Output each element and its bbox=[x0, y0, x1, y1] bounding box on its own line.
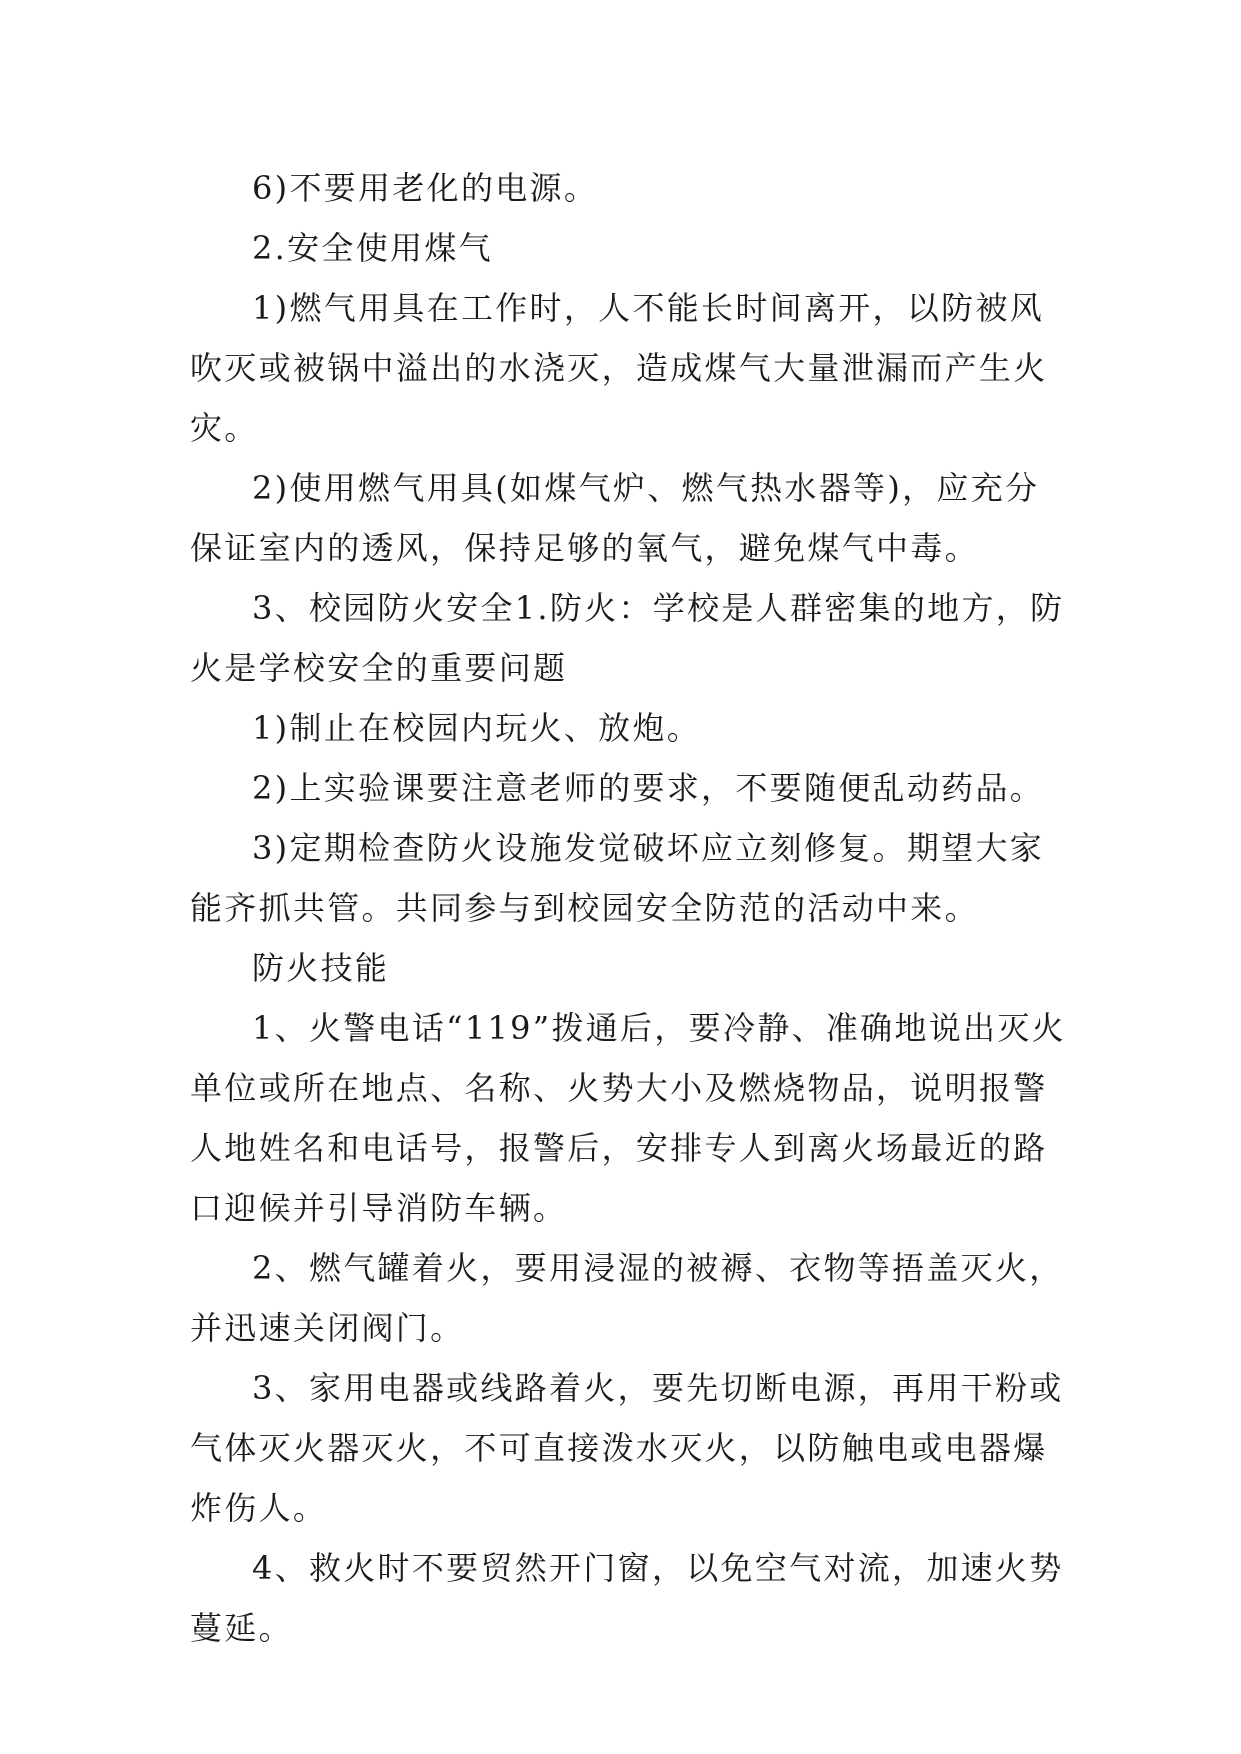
paragraph: 2)上实验课要注意老师的要求，不要随便乱动药品。 bbox=[252, 769, 1045, 807]
section-heading: 防火技能 bbox=[252, 949, 390, 987]
paragraph: 2)使用燃气用具(如煤气炉、燃气热水器等)，应充分保证室内的透风，保持足够的氧气，避免煤气中毒。 bbox=[190, 469, 1040, 567]
paragraph: 4、救火时不要贸然开门窗，以免空气对流，加速火势蔓延。 bbox=[190, 1549, 1064, 1647]
paragraph: 2.安全使用煤气 bbox=[252, 229, 493, 267]
paragraph: 3、家用电器或线路着火，要先切断电源，再用干粉或气体灭火器灭火，不可直接泼水灭火，以防触电或电器爆炸伤人。 bbox=[190, 1369, 1064, 1527]
paragraph: 3、校园防火安全1.防火：学校是人群密集的地方，防火是学校安全的重要问题 bbox=[190, 589, 1065, 687]
paragraph: 1)燃气用具在工作时，人不能长时间离开，以防被风吹灭或被锅中溢出的水浇灭，造成煤气大量泄漏而产生火灾。 bbox=[190, 289, 1048, 447]
document-body bbox=[190, 158, 1070, 1658]
paragraph: 2、燃气罐着火，要用浸湿的被褥、衣物等捂盖灭火，并迅速关闭阀门。 bbox=[190, 1249, 1064, 1347]
paragraph: 1)制止在校园内玩火、放炮。 bbox=[252, 709, 702, 747]
paragraph: 3)定期检查防火设施发觉破坏应立刻修复。期望大家能齐抓共管。共同参与到校园安全防范的活动中来。 bbox=[190, 829, 1045, 927]
paragraph: 1、火警电话“119”拨通后，要冷静、准确地说出灭火单位或所在地点、名称、火势大小及燃烧物品，说明报警人地姓名和电话号，报警后，安排专人到离火场最近的路口迎候并引导消防车辆。 bbox=[190, 1009, 1066, 1227]
paragraph: 6)不要用老化的电源。 bbox=[252, 169, 599, 207]
